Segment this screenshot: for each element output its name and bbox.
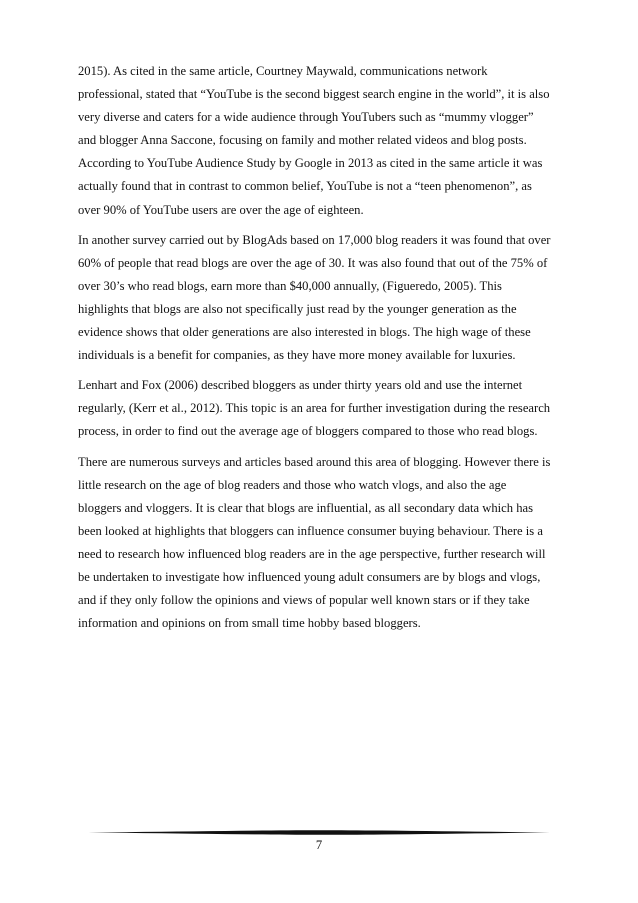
text-line: actually found that in contrast to common belief, YouTube is not a “teen phenomenon”, as	[78, 179, 532, 194]
text-line: over 30’s who read blogs, earn more than $40,000 annually, (Figueredo, 2005). This	[78, 278, 502, 293]
footer-rule-shape	[88, 830, 550, 835]
text-line: be undertaken to investigate how influenced young adult consumers are by blogs and vlogs,	[78, 569, 541, 584]
text-line: According to YouTube Audience Study by Google in 2013 as cited in the same article it was	[78, 156, 543, 171]
text-line: bloggers and vloggers. It is clear that blogs are influential, as all secondary data which has	[78, 500, 533, 515]
text-line: 60% of people that read blogs are over the age of 30. It was also found that out of the 75% of	[78, 255, 548, 270]
text-line: professional, stated that “YouTube is the second biggest search engine in the world”, it is also	[78, 87, 550, 102]
text-line: and if they only follow the opinions and views of popular well known stars or if they take	[78, 593, 530, 608]
text-line: and blogger Anna Saccone, focusing on family and mother related videos and blog posts.	[78, 133, 527, 148]
page-number: 7	[315, 838, 323, 852]
paragraph-research-need	[78, 451, 566, 636]
text-line: need to research how influenced blog readers are in the age perspective, further research will	[78, 546, 546, 561]
text-line: 2015). As cited in the same article, Courtney Maywald, communications network	[78, 64, 488, 78]
text-line: little research on the age of blog readers and those who watch vlogs, and also the age	[78, 477, 507, 492]
text-line: very diverse and caters for a wide audience through YouTubers such as “mummy vlogger”	[78, 110, 534, 125]
footer-rule	[88, 830, 550, 835]
text-line: Lenhart and Fox (2006) described bloggers as under thirty years old and use the internet	[78, 378, 523, 393]
text-line: been looked at highlights that bloggers can influence consumer buying behaviour. There is a	[78, 523, 543, 538]
body-text	[78, 60, 566, 642]
text-line: There are numerous surveys and articles based around this area of blogging. However there is	[78, 454, 551, 469]
text-line: evidence shows that older generations are also interested in blogs. The high wage of these	[78, 325, 531, 340]
text-line: over 90% of YouTube users are over the age of eighteen.	[78, 202, 364, 217]
text-line: individuals is a benefit for companies, as they have more money available for luxuries.	[78, 348, 516, 363]
text-line: process, in order to find out the average age of bloggers compared to those who read blogs.	[78, 424, 538, 439]
text-line: In another survey carried out by BlogAds based on 17,000 blog readers it was found that over	[78, 232, 551, 247]
text-line: regularly, (Kerr et al., 2012). This topic is an area for further investigation during the research	[78, 401, 551, 416]
paragraph-lenhart-fox	[78, 374, 566, 443]
text-line: information and opinions on from small time hobby based bloggers.	[78, 616, 421, 631]
paragraph-youtube-audience	[78, 60, 566, 222]
text-line: highlights that blogs are also not specifically just read by the younger generation as the	[78, 301, 517, 316]
paragraph-blogads-survey	[78, 229, 566, 368]
